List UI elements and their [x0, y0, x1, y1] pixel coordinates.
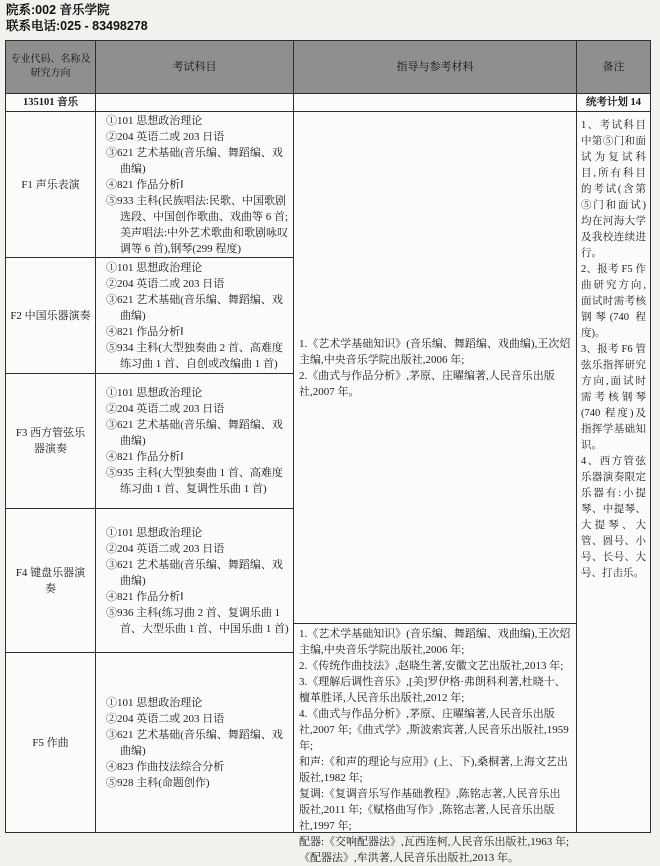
- column-header-references: 指导与参考材料: [293, 40, 577, 94]
- subject-line: ①101 思想政治理论: [106, 696, 203, 709]
- subjects-f5: [95, 652, 294, 833]
- program-name-line: F4 键盘乐器演: [15, 566, 86, 579]
- program-name-f1: [5, 111, 96, 258]
- subject-line: ①101 思想政治理论: [106, 526, 203, 539]
- program-name-f4: [5, 508, 96, 653]
- references-f1-f4: [293, 111, 577, 624]
- phone-line: 联系电话:025 - 83498278: [6, 19, 148, 33]
- references-f5: [293, 623, 577, 864]
- subject-line: ④823 作曲技法综合分析: [106, 760, 225, 773]
- subject-line: ①101 思想政治理论: [106, 261, 203, 274]
- program-name-line: F1 声乐表演: [21, 178, 80, 191]
- department-line: 院系:002 音乐学院: [6, 3, 110, 17]
- subject-line: ⑤936 主科(练习曲 2 首、复调乐曲 1 首、大型乐曲 1 首、中国乐曲 1 首): [106, 606, 289, 635]
- plan-cell: 统考计划 14: [576, 93, 651, 112]
- reference-item: 3.《理解后调性音乐》,[美]罗伊格·弗朗科利著,杜晓十、檀革胜译,人民音乐出版社,2012 年;: [299, 676, 566, 704]
- column-header-program: 专业代码、名称及研究方向: [5, 40, 96, 94]
- remark-item: 1、考试科目中第⑤门和面试为复试科目,所有科目的考试(含第⑤门和面试)均在河海大学及我校连续进行。: [581, 120, 646, 259]
- subject-line: ④821 作品分析Ⅰ: [106, 325, 184, 338]
- remark-item: 4、西方管弦乐器演奏限定乐器有:小提琴、中提琴、大提琴、大管、圆号、小号、长号、大号、打击乐。: [581, 456, 646, 579]
- subjects-f3: [95, 373, 294, 509]
- reference-item: 复调:《复调音乐写作基础教程》,陈铭志著,人民音乐出版社,2011 年;《赋格曲写作》,陈铭志著,人民音乐出版社,1997 年;: [299, 788, 561, 832]
- subject-line: ⑤928 主科(命题创作): [106, 776, 210, 789]
- column-header-remarks: 备注: [576, 40, 651, 94]
- subject-line: ③621 艺术基础(音乐编、舞蹈编、戏曲编): [106, 558, 283, 587]
- remark-item: 2、报考 F5 作曲研究方向,面试时需考核钢琴(740 程度)。: [581, 264, 646, 339]
- subject-line: ②204 英语二或 203 日语: [106, 542, 225, 555]
- reference-item: 1.《艺术学基础知识》(音乐编、舞蹈编、戏曲编),王次炤主编,中央音乐学院出版社,2006 年;: [299, 628, 571, 656]
- subject-line: ②204 英语二或 203 日语: [106, 130, 225, 143]
- admissions-table: [5, 40, 651, 864]
- column-header-subjects: 考试科目: [95, 40, 294, 94]
- subject-line: ③621 艺术基础(音乐编、舞蹈编、戏曲编): [106, 419, 283, 447]
- subject-line: ④821 作品分析Ⅰ: [106, 451, 184, 463]
- summary-empty-references: [293, 93, 577, 112]
- subjects-f4: [95, 508, 294, 653]
- subject-line: ④821 作品分析Ⅰ: [106, 590, 184, 603]
- major-code-cell: 135101 音乐: [5, 93, 96, 112]
- subjects-f1: [95, 111, 294, 258]
- subject-line: ①101 思想政治理论: [106, 387, 203, 399]
- reference-item: 1.《艺术学基础知识》(音乐编、舞蹈编、戏曲编),王次炤主编,中央音乐学院出版社,2006 年;: [299, 337, 571, 366]
- reference-item: 和声:《和声的理论与应用》(上、下),桑桐著,上海文艺出版社,1982 年;: [299, 756, 568, 784]
- subjects-f2: [95, 257, 294, 374]
- subject-line: ⑤934 主科(大型独奏曲 2 首、高难度练习曲 1 首、自创或改编曲 1 首): [106, 341, 283, 370]
- document-header: [6, 2, 148, 34]
- subject-line: ②204 英语二或 203 日语: [106, 712, 225, 725]
- program-name-line: F5 作曲: [32, 736, 69, 749]
- subject-line: ③621 艺术基础(音乐编、舞蹈编、戏曲编): [106, 728, 283, 757]
- subject-line: ②204 英语二或 203 日语: [106, 277, 225, 290]
- subject-line: ④821 作品分析Ⅰ: [106, 178, 184, 191]
- remarks-cell: [576, 111, 651, 833]
- subject-line: ③621 艺术基础(音乐编、舞蹈编、戏曲编): [106, 146, 283, 175]
- program-name-f3: [5, 373, 96, 509]
- subject-line: ③621 艺术基础(音乐编、舞蹈编、戏曲编): [106, 293, 283, 322]
- program-name-f5: [5, 652, 96, 833]
- subject-line: ⑤933 主科(民族唱法:民歌、中国歌剧选段、中国创作歌曲、戏曲等 6 首;美声唱法:中外艺术歌曲和歌剧咏叹调等 6 首),钢琴(299 程度): [106, 194, 289, 255]
- reference-item: 配器:《交响配器法》,瓦西连柯,人民音乐出版社,1963 年;《配器法》,牟洪著,人民音乐出版社,2013 年。: [299, 836, 570, 864]
- program-name-f2: [5, 257, 96, 374]
- program-name-line: 器演奏: [34, 443, 67, 455]
- subject-line: ②204 英语二或 203 日语: [106, 403, 225, 415]
- program-name-line: F2 中国乐器演奏: [10, 309, 91, 322]
- subject-line: ⑤935 主科(大型独奏曲 1 首、高难度练习曲 1 首、复调性乐曲 1 首): [106, 467, 283, 495]
- summary-empty-subjects: [95, 93, 294, 112]
- program-name-line: 奏: [45, 582, 56, 595]
- reference-item: 4.《曲式与作品分析》,茅原、庄曜编著,人民音乐出版社,2007 年;《曲式学》,斯波索宾著,人民音乐出版社,1959 年;: [299, 708, 569, 752]
- program-name-line: F3 西方管弦乐: [15, 427, 86, 439]
- reference-item: 2.《传统作曲技法》,赵晓生著,安徽文艺出版社,2013 年;: [299, 660, 564, 672]
- reference-item: 2.《曲式与作品分析》,茅原、庄曜编著,人民音乐出版社,2007 年。: [299, 369, 555, 398]
- remark-item: 3、报考 F6 管弦乐指挥研究方向,面试时需考核钢琴(740 程度)及指挥学基础知识。: [581, 344, 646, 451]
- subject-line: ①101 思想政治理论: [106, 114, 203, 127]
